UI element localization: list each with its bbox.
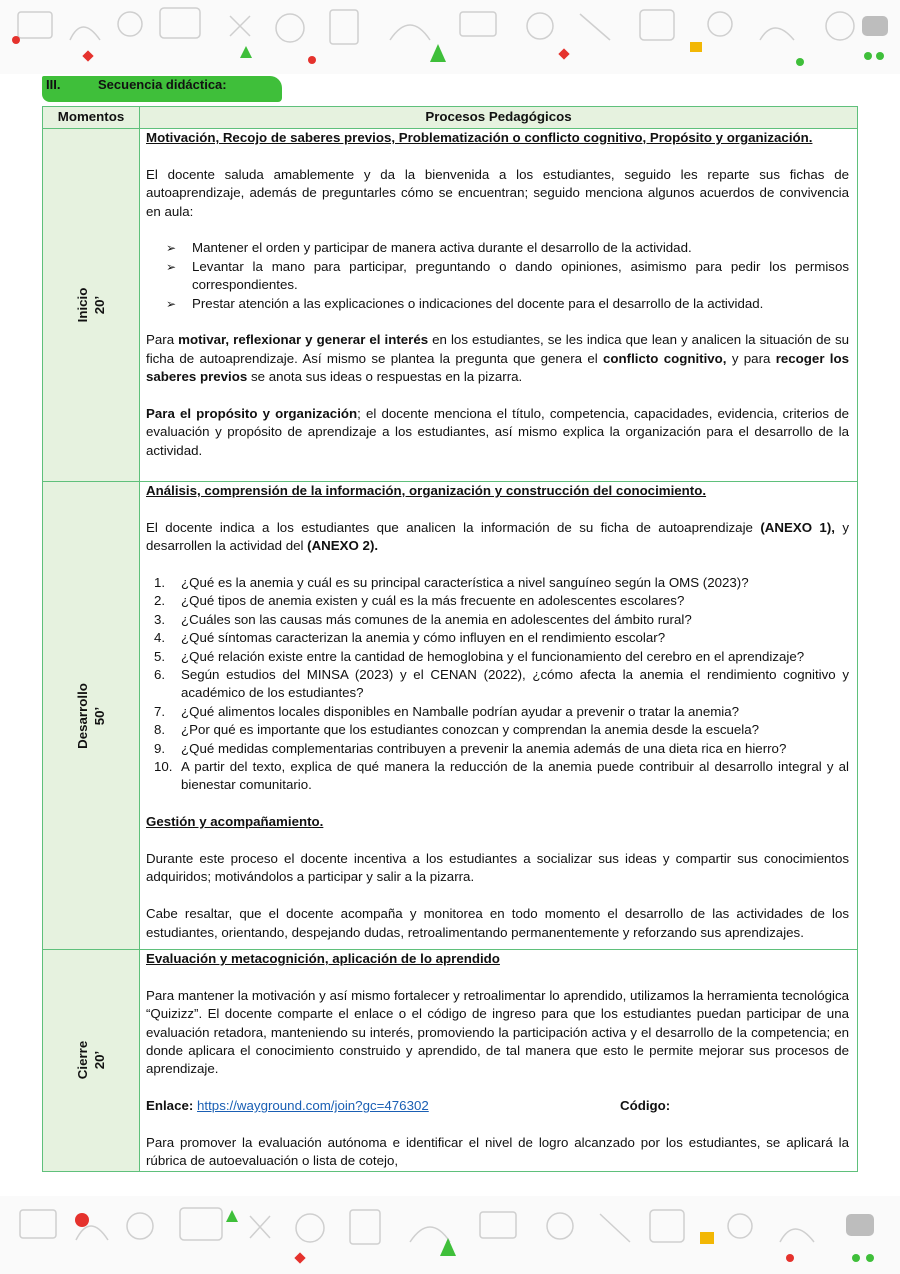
desarrollo-paragraph-3: Cabe resaltar, que el docente acompaña y monitorea en todo momento el desarrollo de las actividades de los estudiantes, orientando, despejando dudas, retroalimentando permanentemente y reforzando sus aprendizajes. — [146, 906, 849, 940]
cierre-paragraph-1: Para mantener la motivación y así mismo fortalecer y retroalimentar lo aprendido, utilizamos la herramienta tecnológica “Quizizz”. El docente comparte el enlace o el código de ingreso para que los estudiantes puedan participar de una evaluación retadora, manteniendo su interés, promoviendo la participación activa y el desarrollo de la competencia; en donde aplicara el conocimiento construido y aprendido, de tal manera que esto le permite mejorar sus procesos de aprendizaje. — [146, 987, 849, 1077]
section-heading — [42, 76, 282, 102]
inicio-paragraph-3: Para el propósito y organización; el docente menciona el título, competencia, capacidades, evidencia, criterios de evaluación y propósito de aprendizaje a los estudiantes, así mismo explica la organización para el desarrollo de la actividad. — [146, 406, 849, 458]
list-item: 6. Según estudios del MINSA (2023) y el CENAN (2022), ¿cómo afecta la anemia el rendimiento cognitivo y académico de los estudiantes? — [154, 667, 849, 701]
desarrollo-content — [140, 482, 858, 950]
quiz-link[interactable]: https://wayground.com/join?gc=476302 — [197, 1098, 429, 1114]
inicio-paragraph-2: Para motivar, reflexionar y generar el interés en los estudiantes, se les indica que lean y analicen la situación de su ficha de autoaprendizaje. Así mismo se plantea la pregunta que genera el conflicto cognitivo, y para recoger los saberes previos se anota sus ideas o respuestas en la pizarra. — [146, 332, 850, 385]
questions-list — [154, 574, 849, 795]
list-item: ➢ Levantar la mano para participar, preguntando o dando opiniones, asimismo para pedir los permisos correspondientes. — [166, 258, 849, 293]
list-item: 7. ¿Qué alimentos locales disponibles en Namballe podrían ayudar a prevenir o tratar la anemia? — [154, 703, 740, 719]
arrow-bullet-icon: ➢ — [166, 241, 177, 256]
moment-inicio-label: Inicio 20’ — [75, 287, 107, 323]
list-item: ➢ Mantener el orden y participar de manera activa durante el desarrollo de la actividad. — [166, 239, 849, 257]
cierre-heading: Evaluación y metacognición, aplicación de lo aprendido — [146, 951, 500, 966]
list-item: 8. ¿Por qué es importante que los estudiantes conozcan y comprendan la anemia desde la escuela? — [154, 722, 760, 738]
moment-cierre — [43, 950, 140, 1172]
moment-desarrollo-label: Desarrollo 50’ — [75, 682, 107, 749]
link-row — [146, 1097, 849, 1115]
moment-desarrollo — [43, 482, 140, 950]
section-number: III. — [46, 77, 61, 92]
list-item: 1. ¿Qué es la anemia y cuál es su principal característica a nivel sanguíneo según la OMS (2023)? — [154, 575, 749, 590]
row-inicio — [43, 129, 858, 482]
rules-list — [166, 239, 849, 313]
header-decoration — [0, 0, 900, 74]
list-item: 5. ¿Qué relación existe entre la cantidad de hemoglobina y el funcionamiento del cerebro en el aprendizaje? — [154, 648, 805, 664]
row-cierre — [43, 950, 858, 1172]
footer-decoration — [0, 1196, 900, 1274]
moment-cierre-label: Cierre 20’ — [75, 1041, 107, 1080]
code-label: Código: — [620, 1098, 671, 1114]
row-desarrollo — [43, 482, 858, 950]
table-header-row — [43, 107, 858, 129]
list-item: ➢ Prestar atención a las explicaciones o indicaciones del docente para el desarrollo de la actividad. — [166, 295, 849, 313]
link-label: Enlace: — [146, 1098, 194, 1114]
moment-inicio — [43, 129, 140, 482]
list-item: 10. A partir del texto, explica de qué manera la reducción de la anemia puede contribuir al desarrollo integral y al bienestar comunitario. — [154, 759, 849, 793]
arrow-bullet-icon: ➢ — [166, 259, 177, 274]
desarrollo-heading: Análisis, comprensión de la información, organización y construcción del conocimiento. — [146, 483, 707, 498]
inicio-paragraph-1: El docente saluda amablemente y da la bienvenida a los estudiantes, seguido les reparte sus fichas de autoaprendizaje, además de preguntarles cómo se encuentran; seguido menciona algunos acuerdos de convivencia en aula: — [146, 166, 849, 219]
desarrollo-paragraph-2: Durante este proceso el docente incentiva a los estudiantes a socializar sus ideas y compartir sus conocimientos adquiridos; motivándolos a participar y salir a la pizarra. — [146, 851, 849, 885]
list-item: 4. ¿Qué síntomas caracterizan la anemia y cómo influyen en el rendimiento escolar? — [154, 630, 666, 646]
cierre-paragraph-2: Para promover la evaluación autónoma e identificar el nivel de logro alcanzado por los estudiantes, se aplicará la rúbrica de autoevaluación o lista de cotejo, — [146, 1135, 849, 1169]
desarrollo-paragraph-1: El docente indica a los estudiantes que analicen la información de su ficha de autoaprendizaje (ANEXO 1), y desarrollen la actividad del (ANEXO 2). — [146, 519, 849, 554]
cierre-content — [140, 950, 858, 1172]
section-title: Secuencia didáctica: — [98, 77, 227, 92]
didactic-sequence-table — [42, 106, 858, 1172]
list-item: 3. ¿Cuáles son las causas más comunes de la anemia en adolescentes del ámbito rural? — [154, 611, 692, 627]
inicio-content — [140, 129, 858, 482]
header-momentos: Momentos — [43, 107, 140, 129]
arrow-bullet-icon: ➢ — [166, 296, 177, 311]
list-item: 9. ¿Qué medidas complementarias contribuyen a prevenir la anemia además de una dieta rica en hierro? — [154, 740, 787, 756]
header-procesos: Procesos Pedagógicos — [140, 107, 858, 129]
inicio-heading: Motivación, Recojo de saberes previos, Problematización o conflicto cognitivo, Propósito y organización. — [146, 130, 813, 145]
list-item: 2. ¿Qué tipos de anemia existen y cuál es la más frecuente en adolescentes escolares? — [154, 593, 685, 609]
gestion-heading: Gestión y acompañamiento. — [146, 814, 324, 830]
